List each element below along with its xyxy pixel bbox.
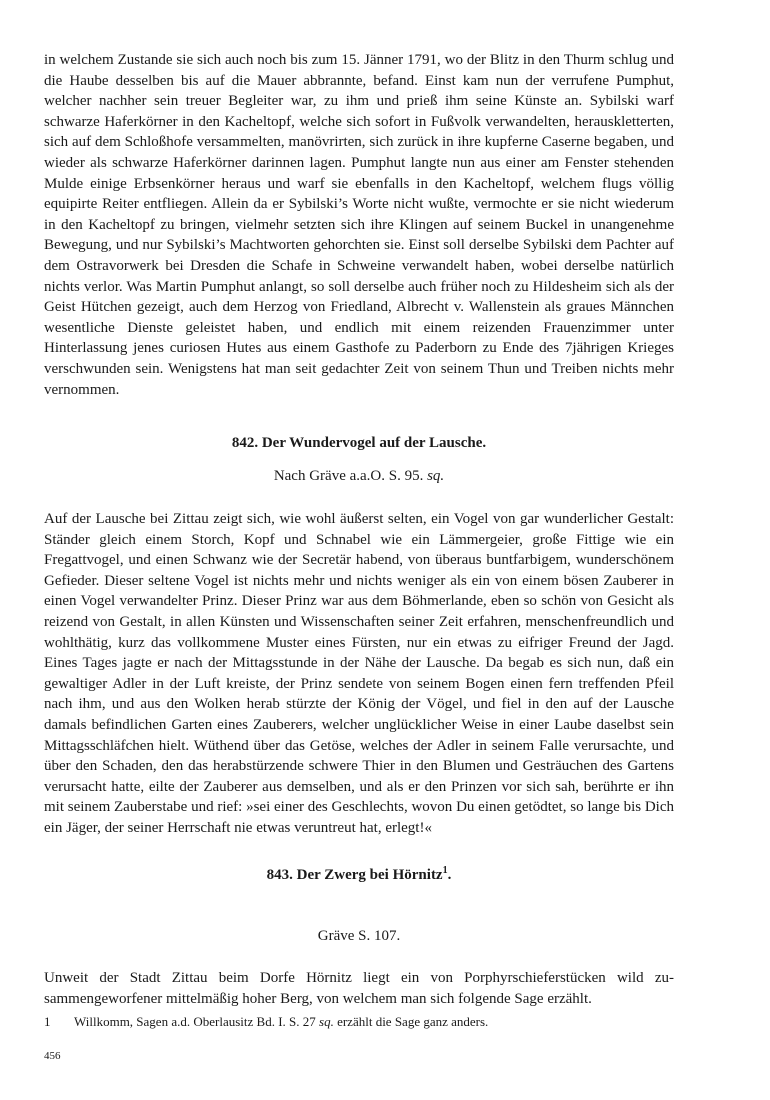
section-842-source-italic: sq. <box>427 468 445 484</box>
section-842-source-text: Nach Gräve a.a.O. S. 95. <box>273 468 424 484</box>
footnote-number: 1 <box>44 1014 51 1029</box>
section-842-heading: 842. Der Wundervogel auf der Lausche. <box>231 435 487 451</box>
section-843-body: Unweit der Stadt Zittau beim Dorfe Hörnitz liegt ein von Porphyrschieferstücken wild zusammengeworfener mittelmäßig hoher Berg, von welchem man sich folgende Sage erzählt. <box>44 970 674 1007</box>
section-841-continuation: in welchem Zustande sie sich auch noch bis zum 15. Jänner 1791, wo der Blitz in den Thurm schlug und die Haube desselben bis auf die Mauer abbrannte, befand. Einst kam nun der verrufene Pumphut, welcher nachher sein treuer Begleiter war, zu ihm und prieß ihm seine Künste an. Sybilski warf schwarze Haferkörner in den Kacheltopf, welche sich sofort in Fußvolk verwandelten, herauskletterten, sich auf dem Schloßhofe versammelten, manövrirten, sich zurück in ihre kupferne Caserne begaben, und wieder als schwarze Haferkörner darinnen lagen. Pumphut langte nun aus einer am Fenster stehenden Mulde einige Erbsenkörner heraus und warf sie ebenfalls in den Kacheltopf, welchem flugs völlig equipirte Reiter entfliegen. Allein da er Sybilski’s Worte nicht wußte, vermochte er sie nicht wiederum in den Kacheltopf zu bringen, vielmehr setzten sich ihre Klingen auf seinem Buckel in unangenehme Bewegung, und nur Sybilski’s Machtworten gehorchten sie. Einst soll derselbe Sybilski dem Pachter auf dem Ostravorwerk bei Dresden die Schafe in Schweine verwandelt haben, wobei derselbe natürlich nichts verlor. Was Martin Pumphut anlangt, so soll derselbe auch früher noch zu Hildesheim sich als der Geist Hütchen gezeigt, auch dem Herzog von Friedland, Albrecht v. Wallenstein als graues Männchen wesentliche Dienste geleistet haben, und endlich mit einem reizenden Frauenzimmer unter Hinterlassung jenes curiosen Hutes aus einem Gasthofe zu Paderborn zu Ende des 7jährigen Krieges verschwunden sein. Wenigstens hat man seit gedachter Zeit von seinem Thun und Treiben nichts mehr vernommen. <box>44 52 674 398</box>
footnote-text: Willkomm, Sagen a.d. Oberlausitz Bd. I. S. 27 <box>74 1014 316 1029</box>
footnote <box>44 1014 674 1030</box>
footnote-italic: sq. <box>319 1014 334 1029</box>
section-843-heading-text: 843. Der Zwerg bei Hörnitz <box>266 867 443 883</box>
section-842-body: Auf der Lausche bei Zittau zeigt sich, wie wohl äußerst selten, ein Vogel von gar wunderlicher Gestalt: Ständer gleich einem Storch, Kopf und Schnabel wie ein Lämmergeier, große Fittige wie ein Fregattvogel, und einen Schwanz wie der Secretär habend, von überaus buntfarbigem, wunderschönem Gefieder. Dieser seltene Vogel ist nichts mehr und nichts weniger als ein von einem bösen Zauberer in einen Vogel verwandelter Prinz. Dieser Prinz war aus dem Böhmerlande, eben so schön von Gesicht als reizend von Gestalt, in allen Künsten und Wissenschaften seiner Zeit erfahren, menschenfreundlich und wohlthätig, kurz das vollkommene Muster eines Fürsten, nur ein etwas zu eifriger Freund der Jagd. Eines Tages jagte er nach der Mittagsstunde in der Nähe der Lausche. Da begab es sich nun, daß ein gewaltiger Adler in der Luft kreiste, der Prinz sendete von seinem Bogen einen fern treffenden Pfeil nach ihm, und aus den Wolken herab stürzte der König der Vögel, und fiel in den auf der Lausche damals befindlichen Garten eines Zauberers, welcher unglücklicher Weise in einer Laube daselbst sein Mittagsschläfchen hielt. Wüthend über das Getöse, welches der Adler in seinem Falle verursachte, und über den Schaden, den das herabstürzende schwere Thier in den Blumen und Gesträuchen des Gartens verursacht hatte, eilte der Zauberer aus demselben, und als er den Prinzen vor sich sah, berührte er ihn mit seinem Zauberstabe und rief: »sei einer des Geschlechts, wovon Du einen getödtet, so lange bis Dich ein Jäger, der seiner Herrschaft nie etwas veruntreut hat, erlegt!« <box>44 511 674 836</box>
section-843-source: Gräve S. 107. <box>317 928 401 944</box>
section-843-heading <box>44 865 674 884</box>
page-number: 456 <box>44 1050 61 1062</box>
section-843-heading-end: . <box>447 867 452 883</box>
footnote-reference[interactable]: 1 <box>442 865 448 876</box>
footnote-text-end: erzählt die Sage ganz anders. <box>333 1014 489 1029</box>
section-842-source <box>44 468 674 485</box>
